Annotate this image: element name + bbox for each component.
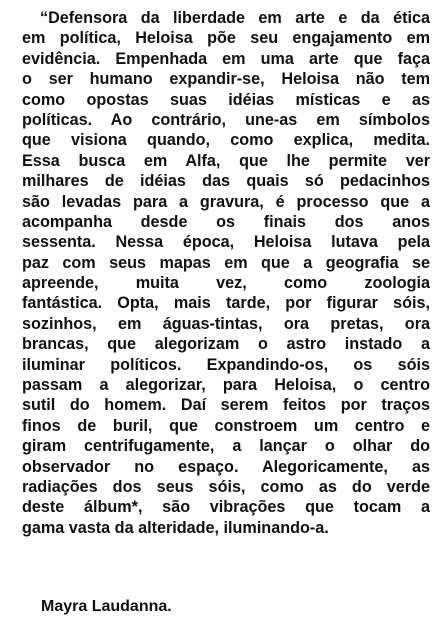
text-line: milhares de idéias das quais só pedacinhos: [22, 172, 430, 191]
text-line: observador no espaço. Alegoricamente, as: [22, 457, 430, 476]
text-line: passam a alegorizar, para Heloisa, o centro: [22, 376, 430, 395]
text-line: gama vasta da alteridade, iluminando-a.: [22, 518, 329, 537]
text-line: sutil do homem. Daí serem feitos por traços: [22, 396, 430, 415]
text-line: acompanha desde os finais dos anos: [22, 212, 430, 231]
text-line: sozinhos, em águas-tintas, ora pretas, ora: [22, 314, 430, 333]
text-line: radiações dos seus sóis, como as do verde: [22, 477, 430, 496]
text-line: que visiona quando, como explica, medita.: [22, 131, 430, 150]
text-line: paz com seus mapas em que a geografia se: [22, 253, 430, 272]
text-line: Essa busca em Alfa, que lhe permite ver: [22, 151, 430, 170]
quote-paragraph: [22, 8, 430, 538]
text-line: giram centrifugamente, a lançar o olhar do: [22, 437, 430, 456]
text-line: finos de buril, que constroem um centro e: [22, 416, 430, 435]
text-line: evidência. Empenhada em uma arte que faça: [22, 49, 430, 68]
text-line: iluminar políticos. Expandindo-os, os sóis: [22, 355, 430, 374]
text-line: apreende, muita vez, como zoologia: [22, 274, 430, 293]
text-line: sessenta. Nessa época, Heloisa lutava pela: [22, 233, 430, 252]
text-line: em política, Heloisa põe seu engajamento em: [22, 29, 430, 48]
text-line: deste álbum*, são vibrações que tocam a: [22, 498, 430, 517]
author-signature: Mayra Laudanna.: [41, 598, 172, 615]
text-line: o ser humano expandir-se, Heloisa não tem: [22, 70, 430, 89]
text-line: políticas. Ao contrário, une-as em símbolos: [22, 110, 430, 129]
text-line: “Defensora da liberdade em arte e da ética: [40, 9, 430, 27]
text-line: brancas, que alegorizam o astro instado a: [22, 335, 430, 354]
text-line: como opostas suas idéias místicas e as: [22, 90, 430, 109]
text-line: fantástica. Opta, mais tarde, por figurar sóis,: [22, 294, 430, 313]
text-line: são levadas para a gravura, é processo que a: [22, 192, 430, 211]
